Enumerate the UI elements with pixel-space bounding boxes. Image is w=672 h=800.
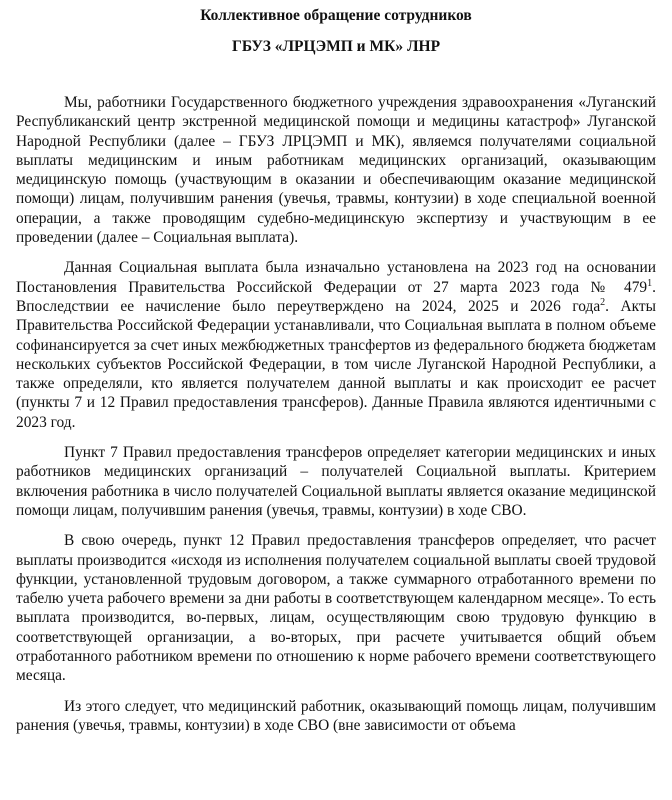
paragraph-2-part-c: . Акты Правительства Российской Федерации устанавливали, что Социальная выплата в полном объеме софинансируется за счет иных межбюджетных трансфертов из федерального бюджета бюджетам нескольких субъектов Российской Федерации, в том числе Луганской Народной Республики, а также определяли, кто является получателем данной выплаты и как происходит ее расчет (пункты 7 и 12 Правил предоставления трансферов). Данные Правила являются идентичными с 2023 год.	[16, 297, 656, 431]
paragraph-2-part-a: Данная Социальная выплата была изначально установлена на 2023 год на основании Постановления Правительства Российской Федерации от 27 марта 2023 года № 479	[16, 259, 656, 296]
paragraph-3: Пункт 7 Правил предоставления трансферов определяет категории медицинских и иных работников медицинских организаций – получателей Социальной выплаты. Критерием включения работника в число получателей Социальной выплаты является оказание медицинской помощи лицам, получившим ранения (увечья, травмы, контузии) в ходе СВО.	[16, 444, 656, 519]
footnote-ref-2: 2	[600, 296, 606, 308]
paragraph-2	[16, 258, 656, 432]
paragraph-5: Из этого следует, что медицинский работник, оказывающий помощь лицам, получившим ранения (увечья, травмы, контузии) в ходе СВО (вне зависимости от объема	[16, 697, 656, 734]
document-body	[16, 93, 656, 735]
paragraph-2-part-b: . Впоследствии ее начисление было переутверждено на 2024, 2025 и 2026 года	[16, 278, 656, 315]
document-title: Коллективное обращение сотрудников	[200, 7, 472, 24]
paragraph-4: В свою очередь, пункт 12 Правил предоставления трансферов определяет, что расчет выплаты производится «исходя из исполнения получателем социальной выплаты своей трудовой функции, установленной трудовым договором, а также суммарного отработанного времени по табелю учета рабочего времени за дни работы в соответствующем календарном месяце». То есть выплата производится, во-первых, лицам, осуществляющим свою трудовую функцию в соответствующей организации, а во-вторых, при расчете учитывается общий объем отработанного работником времени по отношению к норме рабочего времени соответствующего месяца.	[16, 532, 656, 685]
paragraph-1: Мы, работники Государственного бюджетного учреждения здравоохранения «Луганский Республиканский центр экстренной медицинской помощи и медицины катастроф» Луганской Народной Республики (далее – ГБУЗ ЛРЦЭМП и МК), являемся получателями социальной выплаты медицинским и иным работникам медицинских организаций, оказывающим медицинскую помощь (участвующим в оказании и обеспечивающим оказание медицинской помощи) лицам, получившим ранения (увечья, травмы, контузии) в ходе специальной военной операции, а также проводящим судебно-медицинскую экспертизу и участвующим в ее проведении (далее – Социальная выплата).	[16, 94, 656, 247]
footnote-ref-1: 1	[647, 277, 653, 289]
organization-title: ГБУЗ «ЛРЦЭМП и МК» ЛНР	[231, 38, 441, 55]
